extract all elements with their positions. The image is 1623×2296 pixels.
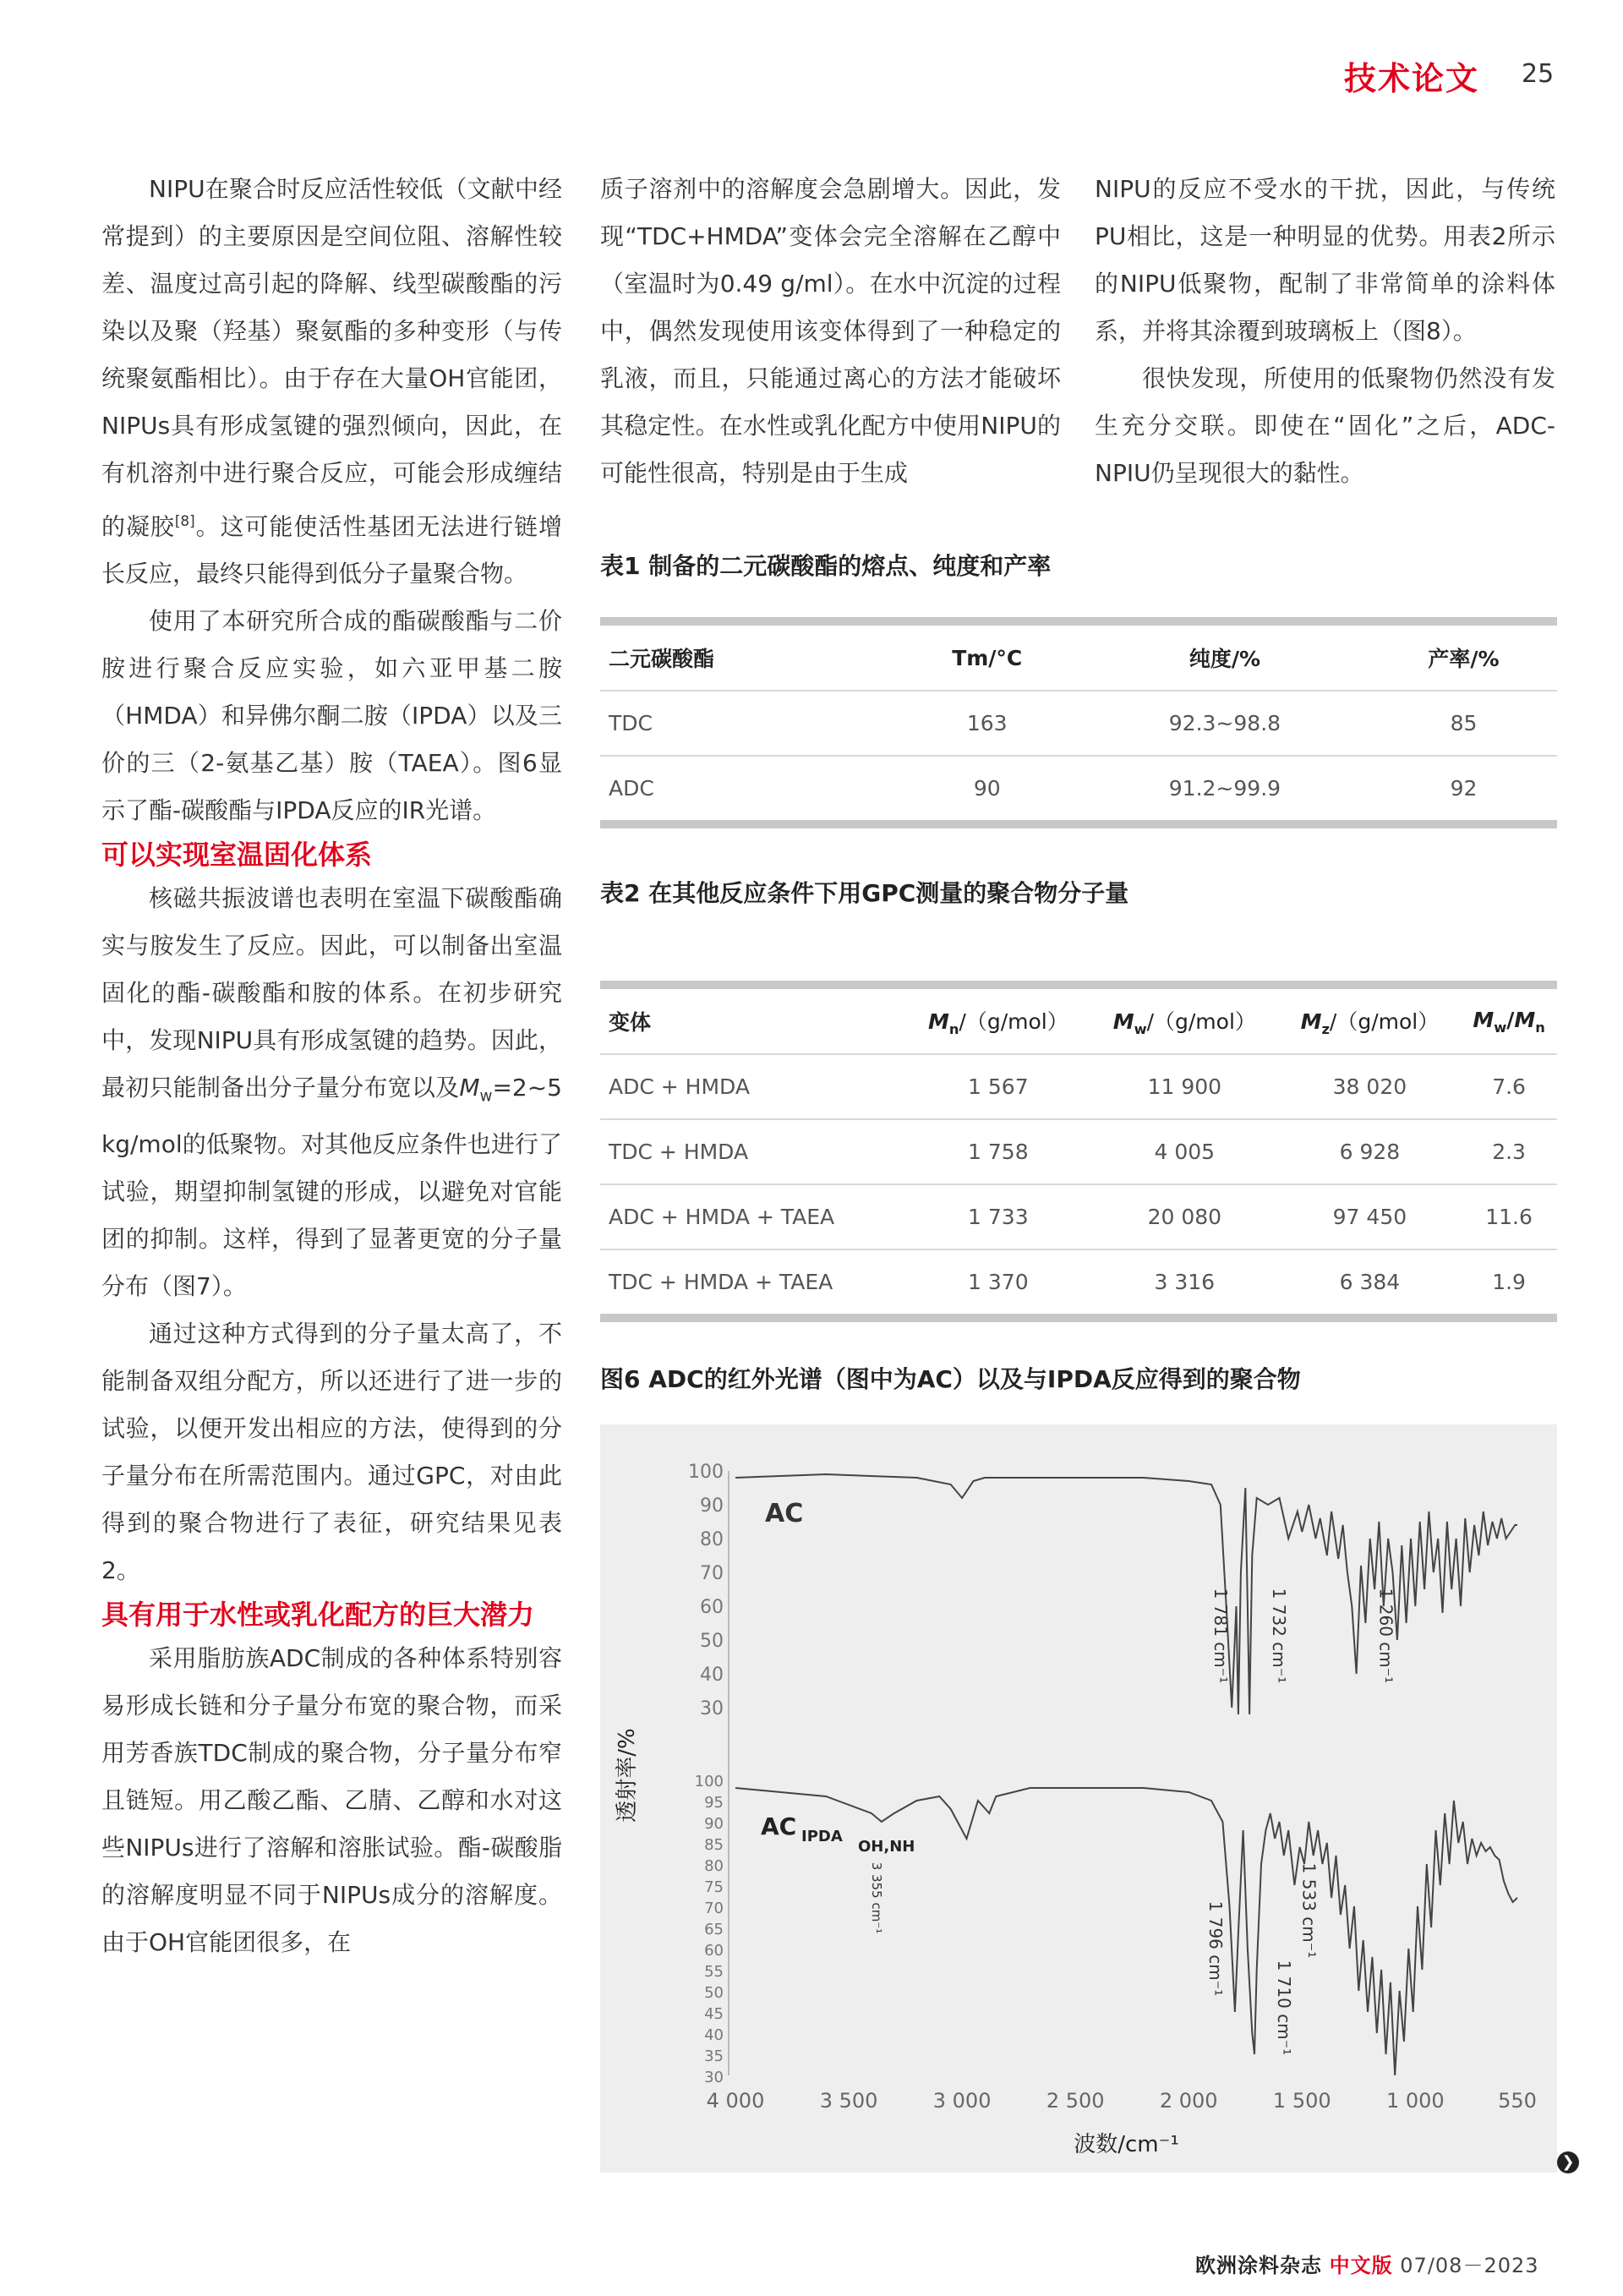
- y-tick-label: 40: [704, 2026, 724, 2044]
- x-tick-label: 3 000: [932, 2089, 992, 2113]
- page-number: 25: [1522, 59, 1555, 89]
- y-tick-label: 70: [700, 1563, 724, 1584]
- y-tick-label: 90: [704, 1815, 724, 1833]
- y-tick-label: 40: [700, 1665, 724, 1686]
- table-row: TDC + HMDA 1 758 4 005 6 928 2.3: [600, 1119, 1557, 1184]
- peak-annotation: 1 732 cm⁻¹: [1269, 1588, 1290, 1684]
- arrow-right-icon[interactable]: ❯: [1557, 2151, 1579, 2173]
- y-tick-label: 80: [700, 1529, 724, 1550]
- x-tick-label: 550: [1498, 2089, 1537, 2113]
- section-heading: 具有用于水性或乳化配方的巨大潜力: [101, 1598, 535, 1631]
- peak-annotation: 1 781 cm⁻¹: [1210, 1588, 1231, 1684]
- peak-annotation: 1 260 cm⁻¹: [1375, 1588, 1396, 1684]
- y-tick-label: 95: [704, 1794, 724, 1812]
- series-label-ac-ipda-sub: IPDA: [801, 1828, 843, 1845]
- table2-caption: 表2 在其他反应条件下用GPC测量的聚合物分子量: [600, 879, 1129, 907]
- column-1: [101, 166, 562, 1966]
- table-row: TDC + HMDA + TAEA 1 370 3 316 6 384 1.9: [600, 1249, 1557, 1318]
- y-tick-label: 55: [704, 1963, 724, 1981]
- table1-caption: 表1 制备的二元碳酸酯的熔点、纯度和产率: [600, 552, 1052, 580]
- column-header: 产率/%: [1428, 647, 1500, 671]
- column-header: $M_z/(g/mol)$: [1300, 1009, 1440, 1037]
- column-header: Tm/°C: [952, 645, 1023, 670]
- y-axis-label: 透射率/%: [615, 1728, 640, 1823]
- paragraph: 采用脂肪族ADC制成的各种体系特别容易形成长链和分子量分布宽的聚合物，而采用芳香族TDC制成的聚合物，分子量分布窄且链短。用乙酸乙酯、乙腈、乙醇和水对这些NIPUs进行了溶解和溶胀试验。酯-碳酸脂的溶解度明显不同于NIPUs成分的溶解度。由于OH官能团很多，在: [101, 1643, 562, 1956]
- table-row: ADC + HMDA 1 567 11 900 38 020 7.6: [600, 1054, 1557, 1119]
- column-3: [1095, 166, 1555, 497]
- y-tick-label: 50: [700, 1631, 724, 1652]
- column-header: $M_w/(g/mol)$: [1112, 1009, 1256, 1037]
- table-row: ADC + HMDA + TAEA 1 733 20 080 97 450 11.6: [600, 1184, 1557, 1249]
- column-header: 二元碳酸酯: [609, 647, 715, 671]
- y-tick-label: 50: [704, 1984, 724, 2002]
- column-header: $M_w/M_n$: [1473, 1007, 1545, 1036]
- series-line-AC: [735, 1474, 1517, 1714]
- column-header: $M_n/(g/mol)$: [927, 1009, 1068, 1037]
- column-header: 变体: [609, 1010, 652, 1035]
- table-row: TDC 163 92.3~98.8 85: [600, 691, 1557, 756]
- section-title: 技术论文: [1344, 60, 1480, 97]
- x-tick-label: 4 000: [706, 2089, 765, 2113]
- x-tick-label: 1 500: [1272, 2089, 1331, 2113]
- series-label-ac: AC: [765, 1499, 804, 1528]
- footer: 欧洲涂料杂志 中文版 07/08－2023: [1195, 2254, 1539, 2277]
- x-tick-label: 2 000: [1159, 2089, 1218, 2113]
- y-tick-label: 70: [704, 1900, 724, 1917]
- y-tick-label: 60: [700, 1597, 724, 1618]
- peak-annotation: 1 533 cm⁻¹: [1298, 1862, 1320, 1959]
- paragraph: NIPU在聚合时反应活性较低（文献中经常提到）的主要原因是空间位阻、溶解性较差、温度过高引起的降解、线型碳酸酯的污染以及聚（羟基）聚氨酯的多种变形（与传统聚氨酯相比）。由于存在大量OH官能团，NIPUs具有形成氢键的强烈倾向，因此，在有机溶剂中进行聚合反应，可能会形成缠结的凝胶[8]。这可能使活性基团无法进行链增长反应，最终只能得到低分子量聚合物。: [101, 175, 562, 588]
- paragraph: 核磁共振波谱也表明在室温下碳酸酯确实与胺发生了反应。因此，可以制备出室温固化的酯-碳酸酯和胺的体系。在初步研究中，发现NIPU具有形成氢键的趋势。因此，最初只能制备出分子量分布宽以及$M_w=2\sim 5$ kg/mol的低聚物。对其他反应条件也进行了试验，期望抑制氢键的形成，以避免对官能团的抑制。这样，得到了显著更宽的分子量分布（图7）。: [101, 884, 562, 1300]
- x-tick-label: 2 500: [1046, 2089, 1105, 2113]
- y-tick-label: 30: [700, 1698, 724, 1719]
- x-axis-label: 波数/cm⁻¹: [1074, 2132, 1179, 2157]
- y-tick-label: 80: [704, 1857, 724, 1875]
- y-tick-label: 85: [704, 1836, 724, 1854]
- column-2: [600, 166, 1061, 497]
- figure6-caption: 图6 ADC的红外光谱（图中为AC）以及与IPDA反应得到的聚合物: [600, 1365, 1301, 1393]
- reference: [8]: [174, 512, 195, 529]
- table-header-row: [600, 621, 1557, 691]
- paragraph: 质子溶剂中的溶解度会急剧增大。因此，发现“TDC+HMDA”变体会完全溶解在乙醇中（室温时为0.49 g/ml）。在水中沉淀的过程中，偶然发现使用该变体得到了一种稳定的乳液，而且，只能通过离心的方法才能破坏其稳定性。在水性或乳化配方中使用NIPU的可能性很高，特别是由于生成: [600, 175, 1061, 487]
- section-heading: 可以实现室温固化体系: [101, 839, 373, 872]
- x-tick-label: 3 500: [819, 2089, 878, 2113]
- peak-annotation: 1 796 cm⁻¹: [1205, 1900, 1226, 1997]
- peak-annotation: 1 710 cm⁻¹: [1273, 1960, 1294, 2056]
- peak-annotation: OH,NH: [858, 1838, 915, 1856]
- series-line-AC_IPDA: [735, 1788, 1517, 2075]
- series-label-ac-ipda: AC: [761, 1812, 797, 1840]
- y-tick-label: 100: [694, 1773, 724, 1790]
- column-header: 纯度/%: [1189, 647, 1260, 671]
- table2: [600, 981, 1557, 1322]
- y-tick-label: 35: [704, 2047, 724, 2065]
- paragraph: 很快发现，所使用的低聚物仍然没有发生充分交联。即使在“固化”之后，ADC-NPIU仍呈现很大的黏性。: [1095, 364, 1555, 487]
- paragraph: 通过这种方式得到的分子量太高了，不能制备双组分配方，所以还进行了进一步的试验，以便开发出相应的方法，使得到的分子量分布在所需范围内。通过GPC，对由此得到的聚合物进行了表征，研究结果见表2。: [101, 1319, 562, 1584]
- figure6-chart-area: [600, 1424, 1557, 2173]
- paragraph: NIPU的反应不受水的干扰，因此，与传统PU相比，这是一种明显的优势。用表2所示的NIPU低聚物，配制了非常简单的涂料体系，并将其涂覆到玻璃板上（图8）。: [1095, 175, 1555, 345]
- y-tick-label: 100: [688, 1462, 724, 1483]
- table-row: ADC 90 91.2~99.9 92: [600, 756, 1557, 824]
- y-tick-label: 90: [700, 1495, 724, 1517]
- y-tick-label: 65: [704, 1921, 724, 1938]
- peak-annotation: 3 355 cm⁻¹: [869, 1861, 884, 1934]
- x-tick-label: 1 000: [1385, 2089, 1445, 2113]
- y-tick-label: 75: [704, 1878, 724, 1896]
- y-tick-label: 30: [704, 2069, 724, 2086]
- table-header-row: [600, 985, 1557, 1054]
- y-tick-label: 45: [704, 2005, 724, 2023]
- y-tick-label: 60: [704, 1942, 724, 1960]
- table1: [600, 617, 1557, 828]
- paragraph: 使用了本研究所合成的酯碳酸酯与二价胺进行聚合反应实验，如六亚甲基二胺（HMDA）和异佛尔酮二胺（IPDA）以及三价的三（2-氨基乙基）胺（TAEA）。图6显示了酯-碳酸酯与IPDA反应的IR光谱。: [101, 607, 562, 825]
- ir-spectrum-chart: [600, 1424, 1557, 2173]
